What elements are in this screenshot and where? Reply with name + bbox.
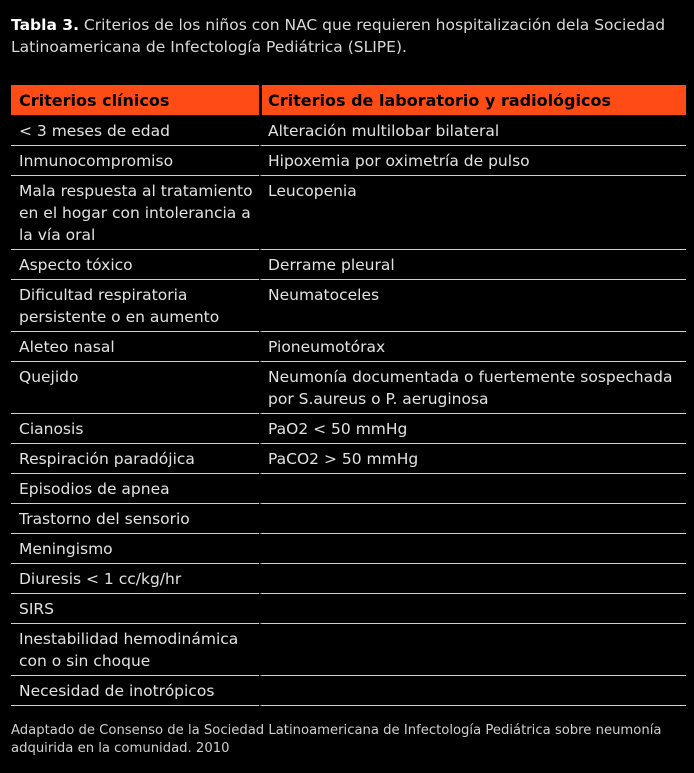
clinical-criterion: Cianosis — [11, 414, 259, 444]
lab-criterion: Derrame pleural — [259, 250, 686, 280]
table-row — [11, 534, 686, 564]
clinical-criterion: Meningismo — [11, 534, 259, 564]
table-row — [11, 564, 686, 594]
lab-criterion: Pioneumotórax — [259, 332, 686, 362]
table-caption-label: Tabla 3. — [11, 16, 79, 34]
table-row — [11, 504, 686, 534]
table-row — [11, 444, 686, 474]
lab-criterion — [259, 534, 686, 564]
clinical-criterion: Aleteo nasal — [11, 332, 259, 362]
table-footnote: Adaptado de Consenso de la Sociedad Latinoamericana de Infectología Pediátrica sobre neumonía adquirida en la comunidad. 2010 — [11, 723, 662, 756]
table-row — [11, 624, 686, 676]
lab-criterion — [259, 474, 686, 504]
clinical-criterion: Trastorno del sensorio — [11, 504, 259, 534]
table-row — [11, 115, 686, 146]
lab-criterion: Leucopenia — [259, 176, 686, 250]
table-caption — [11, 14, 683, 58]
table-row — [11, 676, 686, 706]
lab-criterion — [259, 594, 686, 624]
table-caption-text: Criterios de los niños con NAC que requieren hospitalización dela Sociedad Latinoamericana de Infectología Pediátrica (SLIPE). — [11, 16, 666, 56]
lab-criterion: Hipoxemia por oximetría de pulso — [259, 146, 686, 176]
lab-criterion: Neumatoceles — [259, 280, 686, 332]
clinical-criterion: Dificultad respiratoria persistente o en aumento — [11, 280, 259, 332]
lab-criterion — [259, 564, 686, 594]
table-row — [11, 594, 686, 624]
criteria-table — [11, 85, 686, 706]
clinical-criterion: Quejido — [11, 362, 259, 414]
table-row — [11, 332, 686, 362]
clinical-criterion: Necesidad de inotrópicos — [11, 676, 259, 706]
table-row — [11, 280, 686, 332]
table-header-row — [11, 85, 686, 115]
lab-criterion — [259, 504, 686, 534]
clinical-criterion: Diuresis < 1 cc/kg/hr — [11, 564, 259, 594]
clinical-criterion: Episodios de apnea — [11, 474, 259, 504]
lab-criterion: Alteración multilobar bilateral — [259, 115, 686, 146]
header-clinical-criteria: Criterios clínicos — [11, 85, 259, 115]
clinical-criterion: SIRS — [11, 594, 259, 624]
table-row — [11, 474, 686, 504]
lab-criterion: PaCO2 > 50 mmHg — [259, 444, 686, 474]
clinical-criterion: Respiración paradójica — [11, 444, 259, 474]
lab-criterion: PaO2 < 50 mmHg — [259, 414, 686, 444]
clinical-criterion: Inmunocompromiso — [11, 146, 259, 176]
table-row — [11, 250, 686, 280]
lab-criterion: Neumonía documentada o fuertemente sospechada por S.aureus o P. aeruginosa — [259, 362, 686, 414]
table-row — [11, 146, 686, 176]
table-row — [11, 362, 686, 414]
lab-criterion — [259, 624, 686, 676]
table-row — [11, 414, 686, 444]
clinical-criterion: Mala respuesta al tratamiento en el hogar con intolerancia a la vía oral — [11, 176, 259, 250]
clinical-criterion: Inestabilidad hemodinámica con o sin choque — [11, 624, 259, 676]
header-lab-radiology-criteria: Criterios de laboratorio y radiológicos — [259, 85, 686, 115]
lab-criterion — [259, 676, 686, 706]
clinical-criterion: Aspecto tóxico — [11, 250, 259, 280]
clinical-criterion: < 3 meses de edad — [11, 115, 259, 146]
table-row — [11, 176, 686, 250]
